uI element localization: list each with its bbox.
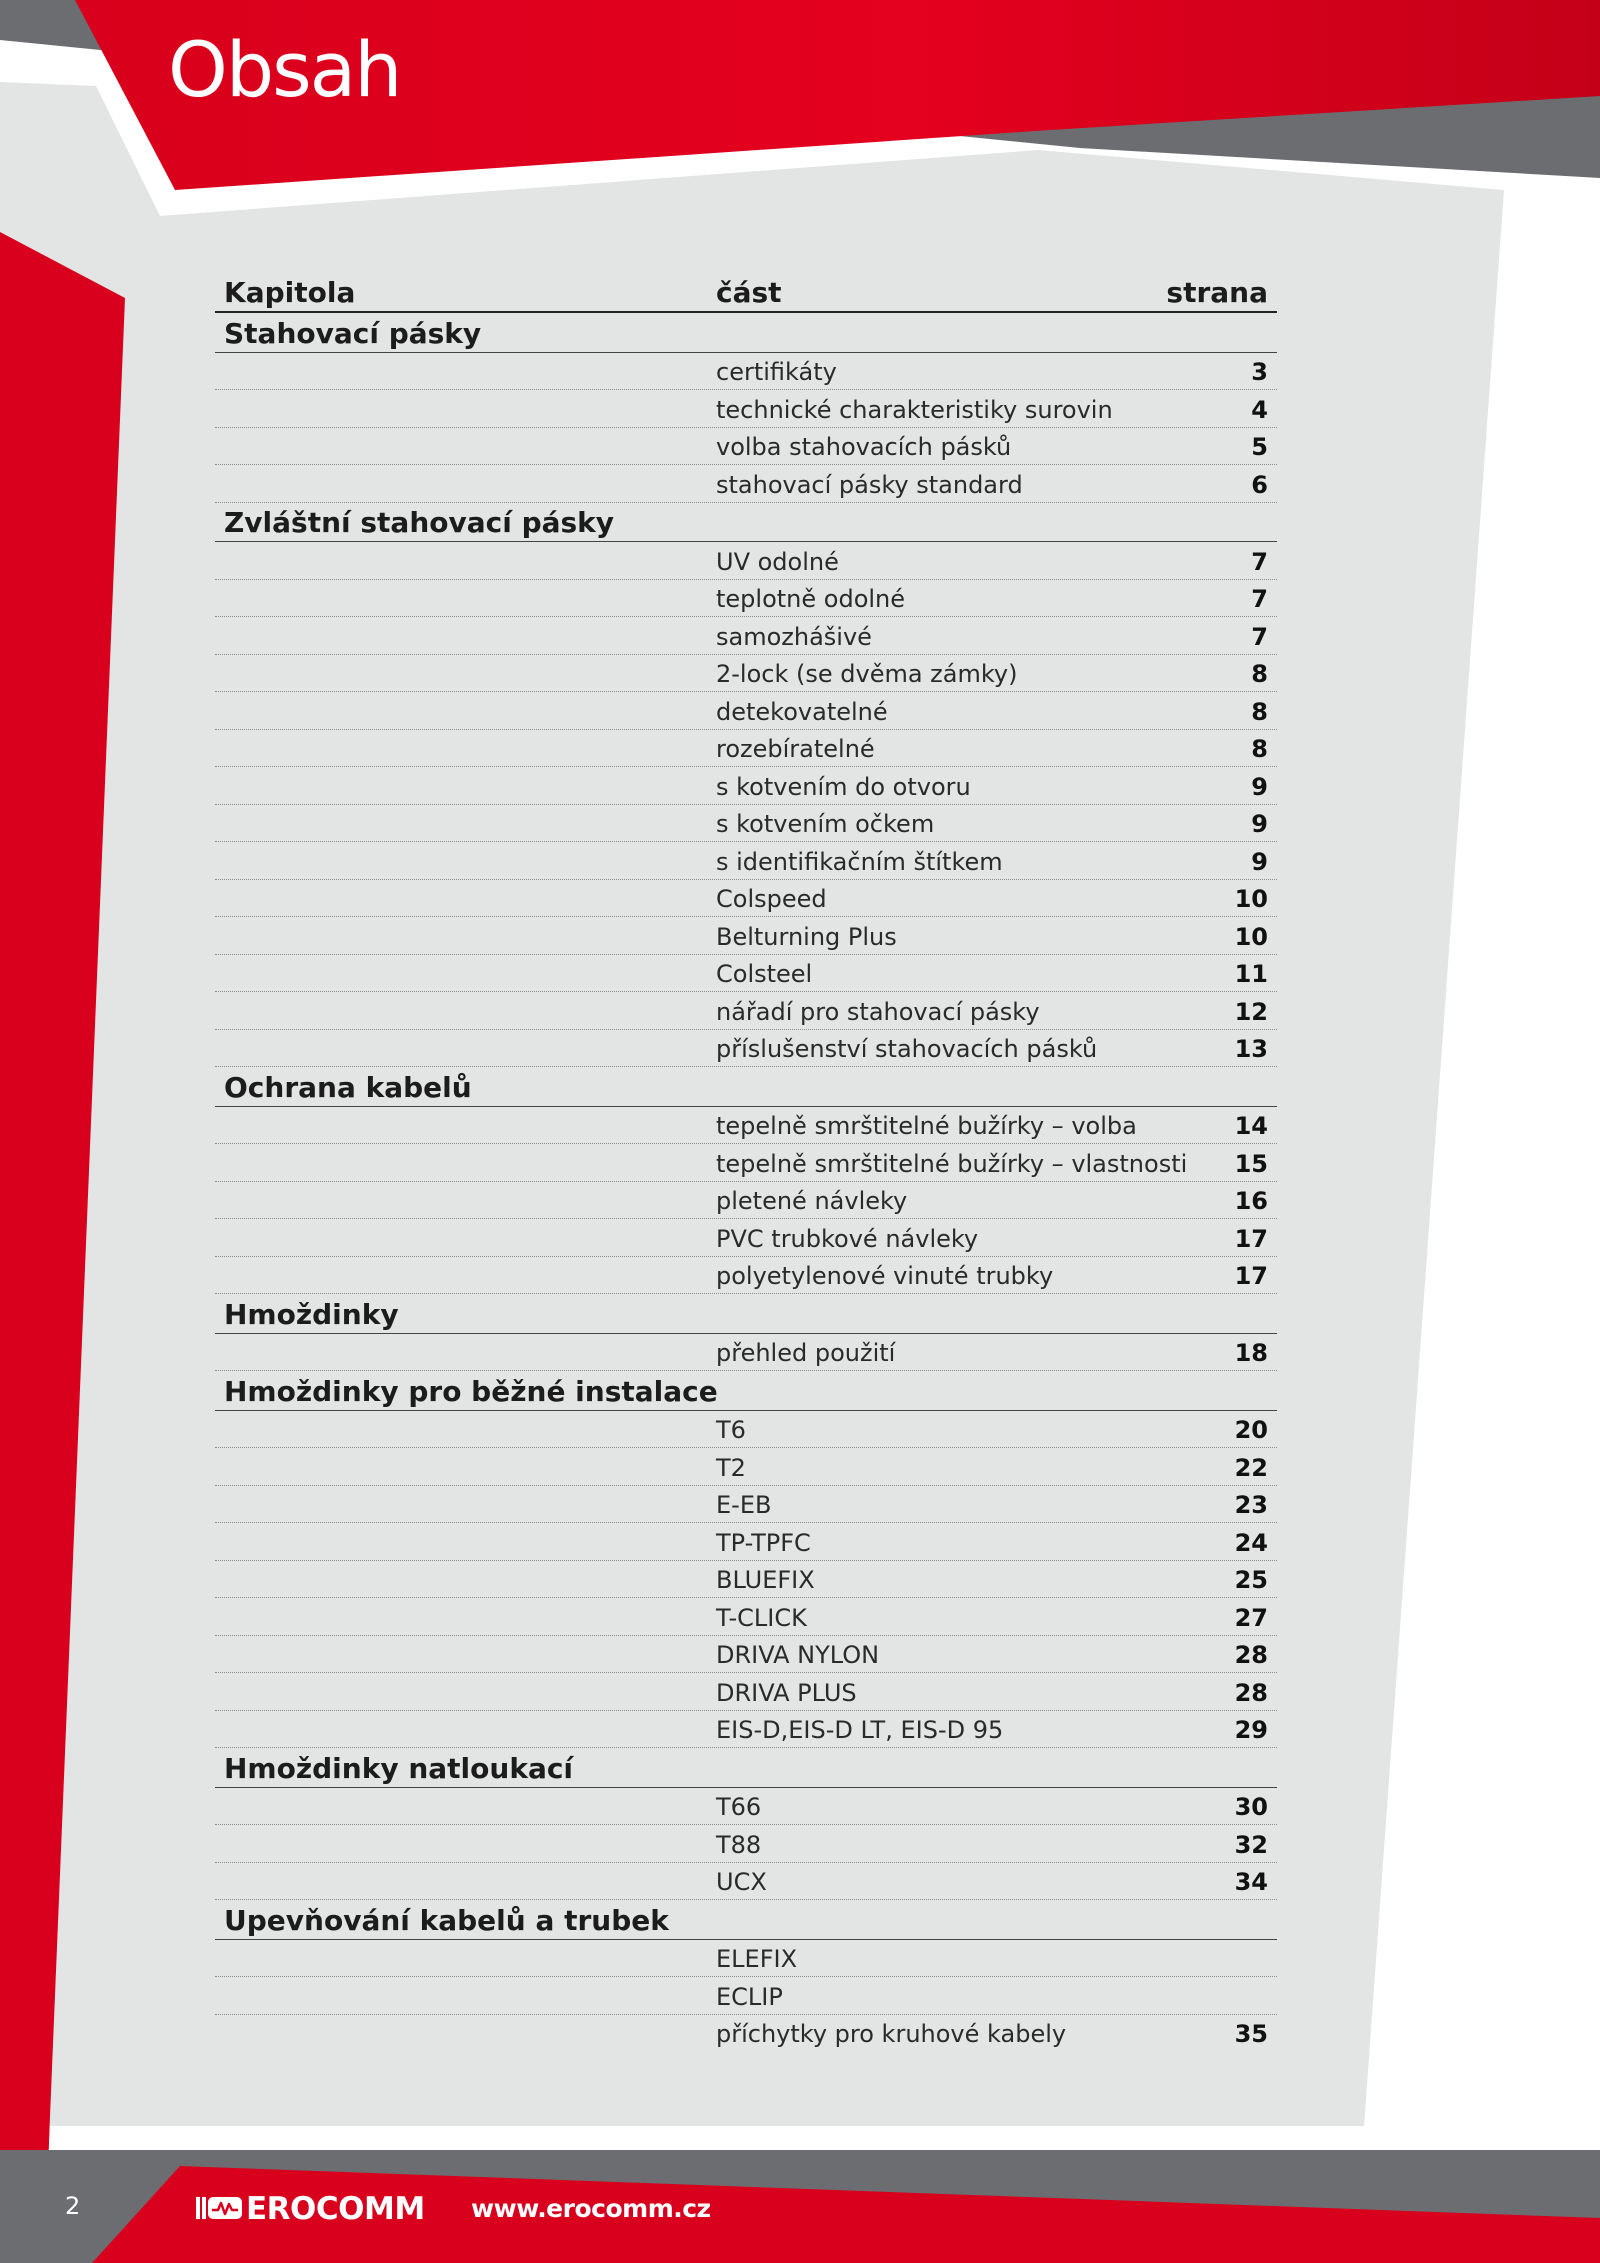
toc-row[interactable] bbox=[215, 730, 1277, 768]
chapter-title: Hmoždinky natloukací bbox=[224, 1751, 574, 1785]
page-ref: 16 bbox=[1234, 1187, 1268, 1215]
page-ref: 20 bbox=[1234, 1416, 1268, 1444]
page-ref: 27 bbox=[1234, 1603, 1268, 1632]
page-ref: 9 bbox=[1251, 847, 1268, 876]
page-ref: 8 bbox=[1251, 735, 1268, 763]
toc-row[interactable] bbox=[215, 1711, 1277, 1749]
page-ref: 22 bbox=[1234, 1453, 1268, 1482]
page-ref: 7 bbox=[1251, 585, 1268, 613]
page-ref: 10 bbox=[1234, 922, 1268, 951]
page-ref: 14 bbox=[1234, 1112, 1268, 1140]
part-label: přehled použití bbox=[716, 1339, 896, 1367]
chapter-row[interactable] bbox=[215, 1371, 1277, 1411]
toc-row[interactable] bbox=[215, 1561, 1277, 1599]
part-label: PVC trubkové návleky bbox=[716, 1224, 979, 1253]
header-page: strana bbox=[1166, 276, 1268, 309]
chapter-row[interactable] bbox=[215, 1748, 1277, 1788]
toc-row[interactable] bbox=[215, 1523, 1277, 1561]
page-ref: 12 bbox=[1234, 997, 1268, 1026]
part-label: DRIVA PLUS bbox=[716, 1678, 857, 1707]
page-ref: 24 bbox=[1234, 1528, 1268, 1557]
page-ref: 35 bbox=[1234, 2020, 1268, 2048]
part-label: DRIVA NYLON bbox=[716, 1641, 880, 1669]
toc-row[interactable] bbox=[215, 1636, 1277, 1674]
page-ref: 3 bbox=[1251, 358, 1268, 386]
part-label: 2-lock (se dvěma zámky) bbox=[716, 660, 1018, 688]
page-ref: 10 bbox=[1234, 885, 1268, 913]
page-ref: 11 bbox=[1234, 960, 1268, 988]
part-label: T6 bbox=[716, 1416, 746, 1444]
toc-row[interactable] bbox=[215, 1673, 1277, 1711]
chapter-title: Zvláštní stahovací pásky bbox=[224, 506, 615, 539]
part-label: s kotvením do otvoru bbox=[716, 772, 971, 801]
toc-row[interactable] bbox=[215, 617, 1277, 655]
part-label: ELEFIX bbox=[716, 1945, 798, 1973]
page-ref: 28 bbox=[1234, 1678, 1268, 1707]
chapter-row[interactable] bbox=[215, 503, 1277, 543]
toc-row[interactable] bbox=[215, 1219, 1277, 1257]
page-number: 2 bbox=[65, 2192, 81, 2220]
toc-row[interactable] bbox=[215, 1486, 1277, 1524]
toc-row[interactable] bbox=[215, 955, 1277, 993]
chapter-title: Stahovací pásky bbox=[224, 316, 482, 350]
chapter-title: Hmoždinky pro běžné instalace bbox=[224, 1374, 718, 1408]
header-part: část bbox=[716, 276, 782, 309]
toc-row[interactable] bbox=[215, 1788, 1277, 1826]
page-ref: 32 bbox=[1234, 1830, 1268, 1859]
part-label: samozhášivé bbox=[716, 622, 872, 651]
part-label: EIS-D,EIS-D LT, EIS-D 95 bbox=[716, 1716, 1004, 1744]
page-ref: 28 bbox=[1234, 1641, 1268, 1669]
part-label: UCX bbox=[716, 1868, 767, 1896]
toc-row[interactable] bbox=[215, 1977, 1277, 2015]
page-ref: 6 bbox=[1251, 470, 1268, 499]
toc-row[interactable] bbox=[215, 880, 1277, 918]
part-label: Belturning Plus bbox=[716, 922, 897, 951]
toc-row[interactable] bbox=[215, 353, 1277, 391]
part-label: stahovací pásky standard bbox=[716, 470, 1023, 499]
part-label: pletené návleky bbox=[716, 1187, 908, 1215]
part-label: ECLIP bbox=[716, 1982, 783, 2011]
toc-row[interactable] bbox=[215, 580, 1277, 618]
part-label: UV odolné bbox=[716, 547, 839, 576]
toc-row[interactable] bbox=[215, 2015, 1277, 2052]
part-label: rozebíratelné bbox=[716, 735, 875, 763]
page-ref: 4 bbox=[1251, 395, 1268, 424]
part-label: Colsteel bbox=[716, 960, 813, 988]
part-label: tepelně smrštitelné bužírky – volba bbox=[716, 1112, 1137, 1140]
toc-header-row bbox=[215, 270, 1277, 313]
page-ref: 7 bbox=[1251, 622, 1268, 651]
chapter-row[interactable] bbox=[215, 1294, 1277, 1334]
part-label: T66 bbox=[716, 1793, 762, 1821]
toc-row[interactable] bbox=[215, 842, 1277, 880]
part-label: teplotně odolné bbox=[716, 585, 906, 613]
part-label: T88 bbox=[716, 1830, 762, 1859]
part-label: příslušenství stahovacích pásků bbox=[716, 1035, 1098, 1063]
page-ref: 9 bbox=[1251, 810, 1268, 838]
toc-row[interactable] bbox=[215, 390, 1277, 428]
toc-row[interactable] bbox=[215, 917, 1277, 955]
part-label: s kotvením očkem bbox=[716, 810, 935, 838]
toc-row[interactable] bbox=[215, 1411, 1277, 1449]
chapter-row[interactable] bbox=[215, 1900, 1277, 1940]
page-ref: 13 bbox=[1234, 1035, 1268, 1063]
toc-row[interactable] bbox=[215, 767, 1277, 805]
toc-row[interactable] bbox=[215, 992, 1277, 1030]
chapter-title: Upevňování kabelů a trubek bbox=[224, 1903, 669, 1937]
page-ref: 15 bbox=[1234, 1149, 1268, 1178]
part-label: T-CLICK bbox=[716, 1603, 807, 1632]
header-chapter: Kapitola bbox=[224, 276, 356, 309]
toc-row[interactable] bbox=[215, 1107, 1277, 1145]
toc-row[interactable] bbox=[215, 1598, 1277, 1636]
part-label: TP-TPFC bbox=[716, 1528, 811, 1557]
page-ref: 17 bbox=[1234, 1224, 1268, 1253]
page-ref: 8 bbox=[1251, 660, 1268, 688]
part-label: Colspeed bbox=[716, 885, 827, 913]
part-label: T2 bbox=[716, 1453, 746, 1482]
part-label: BLUEFIX bbox=[716, 1566, 815, 1594]
toc-row[interactable] bbox=[215, 1940, 1277, 1978]
website-link[interactable]: www.erocomm.cz bbox=[471, 2194, 711, 2223]
page-ref: 25 bbox=[1234, 1566, 1268, 1594]
part-label: s identifikačním štítkem bbox=[716, 847, 1003, 876]
page-ref: 7 bbox=[1251, 547, 1268, 576]
logo-text: EROCOMM bbox=[246, 2191, 425, 2227]
toc-row[interactable] bbox=[215, 1182, 1277, 1220]
part-label: E-EB bbox=[716, 1491, 772, 1519]
page-ref: 23 bbox=[1234, 1491, 1268, 1519]
part-label: polyetylenové vinuté trubky bbox=[716, 1262, 1054, 1290]
part-label: technické charakteristiky surovin bbox=[716, 395, 1113, 424]
part-label: certifikáty bbox=[716, 358, 837, 386]
chapter-row[interactable] bbox=[215, 1067, 1277, 1107]
table-of-contents bbox=[215, 270, 1277, 2051]
toc-row[interactable] bbox=[215, 1144, 1277, 1182]
part-label: příchytky pro kruhové kabely bbox=[716, 2020, 1067, 2048]
toc-row[interactable] bbox=[215, 805, 1277, 843]
page-ref: 34 bbox=[1234, 1868, 1268, 1896]
chapter-title: Hmoždinky bbox=[224, 1297, 399, 1331]
page-ref: 9 bbox=[1251, 772, 1268, 801]
toc-row[interactable] bbox=[215, 655, 1277, 693]
page-ref: 30 bbox=[1234, 1793, 1268, 1821]
page-ref: 8 bbox=[1251, 697, 1268, 726]
page-ref: 18 bbox=[1234, 1339, 1268, 1367]
part-label: nářadí pro stahovací pásky bbox=[716, 997, 1040, 1026]
toc-row[interactable] bbox=[215, 1334, 1277, 1372]
toc-row[interactable] bbox=[215, 1863, 1277, 1901]
part-label: detekovatelné bbox=[716, 697, 888, 726]
toc-row[interactable] bbox=[215, 1257, 1277, 1295]
page-ref: 5 bbox=[1251, 433, 1268, 461]
toc-row[interactable] bbox=[215, 1825, 1277, 1863]
page-title: Obsah bbox=[168, 25, 401, 114]
chapter-row[interactable] bbox=[215, 313, 1277, 353]
toc-row[interactable] bbox=[215, 428, 1277, 466]
part-label: volba stahovacích pásků bbox=[716, 433, 1012, 461]
page-ref: 17 bbox=[1234, 1262, 1268, 1290]
toc-row[interactable] bbox=[215, 1448, 1277, 1486]
erocomm-logo-icon bbox=[196, 2195, 244, 2221]
chapter-title: Ochrana kabelů bbox=[224, 1070, 472, 1104]
toc-row[interactable] bbox=[215, 542, 1277, 580]
toc-row[interactable] bbox=[215, 692, 1277, 730]
toc-row[interactable] bbox=[215, 1030, 1277, 1068]
toc-row[interactable] bbox=[215, 465, 1277, 503]
page-ref: 29 bbox=[1234, 1716, 1268, 1744]
part-label: tepelně smrštitelné bužírky – vlastnosti bbox=[716, 1149, 1188, 1178]
